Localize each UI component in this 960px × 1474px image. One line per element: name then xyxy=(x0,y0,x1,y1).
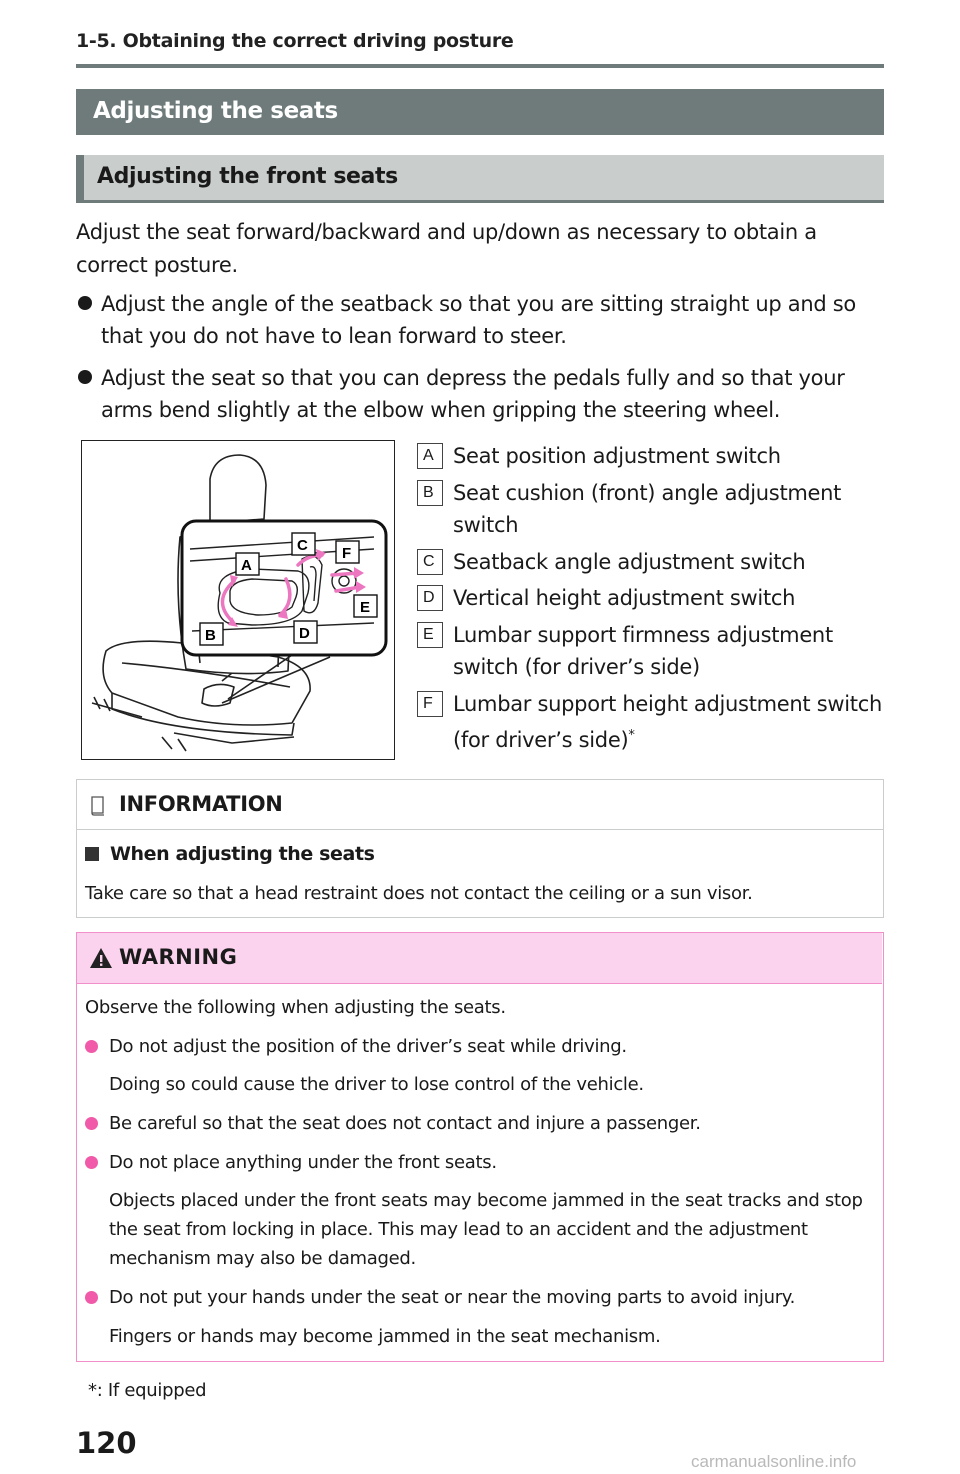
information-subtitle xyxy=(85,843,375,865)
callout-label-d: D xyxy=(299,625,310,642)
bullet-item xyxy=(76,288,884,352)
square-bullet-icon xyxy=(85,847,99,861)
legend-text-main: Lumbar support height adjustment switch (for driver’s side) xyxy=(453,692,882,752)
bullet-text: Adjust the seat so that you can depress the pedals fully and so that your arms bend slightly at the elbow when gripping the steering wheel. xyxy=(101,366,845,422)
legend-key: A xyxy=(417,443,443,469)
callout-label-c: C xyxy=(297,537,308,554)
footnote-mark: * xyxy=(628,728,635,743)
legend-key: C xyxy=(417,549,443,575)
warning-bullet xyxy=(85,1032,875,1061)
legend-text: Lumbar support firmness adjustment switch (for driver’s side) xyxy=(453,623,833,679)
legend-key: F xyxy=(417,691,443,717)
bullet-dot-icon xyxy=(85,1291,98,1304)
book-icon xyxy=(90,796,106,816)
warning-bullet xyxy=(85,1283,875,1312)
subsection-title-band xyxy=(76,155,884,203)
bullet-dot-icon xyxy=(85,1156,98,1169)
information-text: Take care so that a head restraint does not contact the ceiling or a sun visor. xyxy=(85,883,753,904)
warning-bullet xyxy=(85,1109,875,1138)
warning-header xyxy=(77,933,882,984)
legend-key: D xyxy=(417,585,443,611)
legend-text xyxy=(453,688,893,756)
footnote: *: If equipped xyxy=(88,1380,207,1401)
seat-illustration xyxy=(81,440,395,760)
legend-text: Seatback angle adjustment switch xyxy=(453,550,806,574)
bullet-dot-icon xyxy=(78,296,92,310)
warning-detail: Objects placed under the front seats may become jammed in the seat tracks and stop the seat from locking in place. This may lead to an accident and the adjustment mechanism may also be damaged. xyxy=(109,1190,863,1269)
information-box xyxy=(76,779,884,918)
warning-bullet-text: Do not adjust the position of the driver’s seat while driving. xyxy=(109,1036,627,1057)
warning-lead: Observe the following when adjusting the seats. xyxy=(85,997,506,1018)
legend-key: B xyxy=(417,480,443,506)
bullet-text: Adjust the angle of the seatback so that you are sitting straight up and so that you do not have to lean forward to steer. xyxy=(101,292,856,348)
warning-bullet xyxy=(85,1148,875,1177)
warning-detail: Doing so could cause the driver to lose control of the vehicle. xyxy=(109,1074,644,1095)
callout-label-e: E xyxy=(360,599,371,616)
callout-label-b: B xyxy=(205,627,216,644)
section-header: 1-5. Obtaining the correct driving posture xyxy=(76,30,514,52)
bullet-dot-icon xyxy=(78,370,92,384)
bullet-dot-icon xyxy=(85,1040,98,1053)
subsection-title: Adjusting the front seats xyxy=(97,164,398,189)
bullet-item xyxy=(76,362,884,426)
section-title: Adjusting the seats xyxy=(93,98,338,124)
callout-label-f: F xyxy=(342,545,352,562)
section-title-band xyxy=(76,89,884,135)
subsection-bar xyxy=(76,155,84,200)
warning-triangle-icon xyxy=(89,947,113,969)
intro-paragraph: Adjust the seat forward/backward and up/down as necessary to obtain a correct posture. xyxy=(76,220,817,277)
header-rule xyxy=(76,64,884,68)
warning-bullet-text: Be careful so that the seat does not contact and injure a passenger. xyxy=(109,1113,701,1134)
bullet-dot-icon xyxy=(85,1117,98,1130)
page-number: 120 xyxy=(76,1426,137,1460)
legend-text: Vertical height adjustment switch xyxy=(453,586,796,610)
warning-detail: Fingers or hands may become jammed in the seat mechanism. xyxy=(109,1326,661,1347)
warning-box xyxy=(76,932,884,1362)
seat-diagram-icon xyxy=(82,441,393,758)
legend-text: Seat cushion (front) angle adjustment switch xyxy=(453,481,842,537)
warning-bullet-text: Do not place anything under the front seats. xyxy=(109,1152,497,1173)
information-subtitle-text: When adjusting the seats xyxy=(110,843,375,865)
watermark: carmanualsonline.info xyxy=(691,1452,857,1471)
callout-label-a: A xyxy=(241,557,252,574)
information-title: INFORMATION xyxy=(119,792,283,816)
warning-title: WARNING xyxy=(119,945,238,969)
legend-key: E xyxy=(417,622,443,648)
legend-text: Seat position adjustment switch xyxy=(453,444,781,468)
warning-bullet-text: Do not put your hands under the seat or near the moving parts to avoid injury. xyxy=(109,1287,796,1308)
information-header xyxy=(77,780,883,830)
